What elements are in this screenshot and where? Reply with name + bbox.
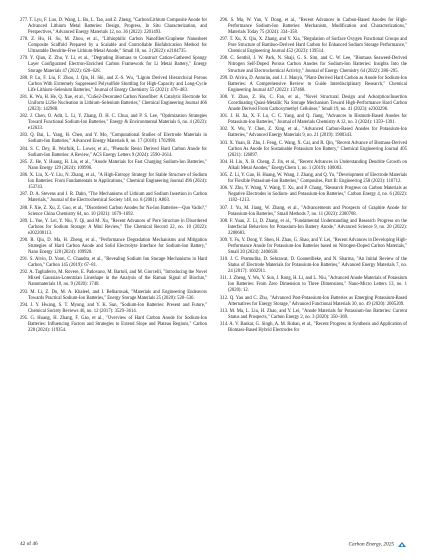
reference-entry: 295. G. Huang, H. Zhang, F. Gao, et al., "Overview of Hard Carbon Anode for Sodium-Ion Batteries: Influencing Factors and Strategies to Extend Slope and Plateau Regions," Carbon 228 (2024): 119354.	[20, 316, 207, 334]
reference-entry: 297. T. Xu, X. Qiu, X. Zhang, and Y. Xia, "Regulation of Surface Oxygen Functional Groups and Pore Structure of Bamboo-Derived Hard Carbon for Enhanced Sodium Storage Performance," Chemical Engineering Journal 452 (2023): 139514.	[220, 37, 407, 55]
reference-entry: 312. Q. Yao and C. Zhu, "Advanced Post-Potassium-Ion Batteries as Emerging Potassium-Based Alternatives for Energy Storage," Advanced Functional Materials 30, no. 49 (2020): 2005209.	[220, 295, 407, 307]
reference-entry: 281. K. Wu, H. He, Q. Xue, et al., "CuSe2-Decorated Carbon Nanofiber: A Catalytic Electrode for Uniform Li2Se Nucleation in Lithium–Selenium Batteries," Chemical Engineering Journal 466 (2023): 142988.	[20, 94, 207, 112]
reference-entry: 310. J. C. Pramudita, D. Sehrawat, D. Goonetilleke, and N. Sharma, "An Initial Review of the Status of Electrode Materials for Potassium-Ion Batteries," Advanced Energy Materials 7, no. 24 (2017): 1602911.	[220, 257, 407, 275]
reference-entry: 290. R. Qiu, D. Ma, H. Zheng, et al., "Performance Degradation Mechanisms and Mitigation Strategies of Hard Carbon Anode and Solid Electrolyte Interface for Sodium-Ion Battery," Nano Energy 128 (2024): 109920.	[20, 237, 207, 255]
reference-entry: 303. X. Yuan, B. Zhu, J. Feng, C. Wang, X. Cai, and R. Qin, "Recent Advance of Biomass-Derived Carbon As Anode for Sustainable Potassium Ion Battery," Chemical Engineering Journal 405 (2021): 126897.	[220, 140, 407, 158]
reference-entry: 309. Y. Fu, Y. Dong, Y. Shen, H. Zhao, G. Shao, and Y. Lei, "Recent Advances in Developing High-Performance Anode for Potassium-Ion Batteries based on Nitrogen-Doped Carbon Materials," Small 20 (2024): 2406630.	[220, 237, 407, 255]
reference-entry: 305. Z. Li, Y. Gao, H. Huang, W. Wang, J. Zhang, and Q. Yu, "Development of Electrode Materials for Flexible Potassium-Ion Batteries," Composites, Part B: Engineering 258 (2023): 110712.	[220, 173, 407, 185]
reference-entry: 296. S. Ma, W. Yan, Y. Dong, et al., "Recent Advances in Carbon-Based Anodes for High-Performance Sodium-Ion Batteries: Mechanism, Modification and Characterizations," Materials Today 75 (2024): 334–358.	[220, 18, 407, 36]
journal-name: Carbon Energy, 2025	[348, 541, 394, 548]
reference-entry: 284. S. C. Dey, B. Worfolk, L. Lower, et al., "Phenolic Resin Derived Hard Carbon Anode for Sodium-Ion Batteries: A Review," ACS Energy Letters 9 (2024): 2590–2614.	[20, 146, 207, 158]
references-column-left	[20, 18, 207, 335]
page-footer	[20, 541, 407, 551]
reference-entry: 314. A. V. Baskar, G. Singh, A. M. Ruban, et al., "Recent Progress in Synthesis and Application of Biomass-Based Hybrid Electrodes for	[220, 322, 407, 334]
reference-entry: 277. T. Lyu, F. Luo, D. Wang, L. Bu, L. Tao, and Z. Zheng, "Carbon/Lithium Composite Anode for Advanced Lithium Metal Batteries: Design, Progress, In Situ Characterization, and Perspectives," Advanced Energy Materials 12, no. 36 (2022): 2201493.	[20, 18, 207, 36]
references-column-right	[220, 18, 407, 335]
reference-entry: 283. Q. Bai, L. Yang, H. Chen, and Y. Mo, "Computational Studies of Electrode Materials in Sodium-Ion Batteries," Advanced Energy Materials 8, no. 17 (2018): 1702998.	[20, 133, 207, 145]
reference-entry: 286. X. Liu, X.-Y. Liu, N. Zhang, et al., "A High-Entropy Strategy for Stable Structure of Sodium Ion Batteries: From Fundamentals to Applications," Chemical Engineering Journal 496 (2024): 153743.	[20, 173, 207, 191]
reference-entry: 302. X. Wu, Y. Chen, Z. Xing, et al., "Advanced Carbon-Based Anodes for Potassium-Ion Batteries," Advanced Energy Materials 9, no. 21 (2019): 1900343.	[220, 127, 407, 139]
reference-entry: 287. D. A. Stevens and J. R. Dahn, "The Mechanisms of Lithium and Sodium Insertion in Carbon Materials," Journal of the Electrochemical Society 148, no. 8 (2001): A803.	[20, 192, 207, 204]
journal-logo-icon	[397, 541, 407, 548]
reference-entry: 279. Y. Qian, Z. Zhu, Y. Li, et al., "Degrading Biomass to Construct Cation-Gathered Spongy Layer Configurated Electron-Enriched Carbon Framework for Li Metal Battery," Energy Storage Materials 47 (2022): 620–628.	[20, 56, 207, 74]
reference-entry: 299. D. Alvira, D. Antorán, and J. J. Manyà, "Plant-Derived Hard Carbon as Anode for Sodium-Ion Batteries: A Comprehensive Review to Guide Interdisciplinary Research," Chemical Engineering Journal 447 (2022): 137468.	[220, 75, 407, 93]
reference-entry: 293. M. Li, Z. Du, M. A. Khaleel, and I. Belharouak, "Materials and Engineering Endeavors Towards Practical Sodium-Ion Batteries," Energy Storage Materials 25 (2020): 520–536.	[20, 289, 207, 301]
reference-entry: 292. A. Tagliaferro, M. Rovere, E. Padovano, M. Bartoli, and M. Giorcelli, "Introducing the Novel Mixed Gaussian-Lorentzian Lineshape in the Analysis of the Raman Signal of Biochar," Nanomaterials 10, no. 9 (2020): 1748.	[20, 270, 207, 288]
reference-entry: 289. L. Yue, Y. Lei, Y. Niu, Y. Qi, and M. Xu, "Recent Advances of Pore Structure in Disordered Carbons for Sodium Storage: A Mini Review," The Chemical Record 22, no. 10 (2022): e202200113.	[20, 218, 207, 236]
reference-entry: 313. M. Ma, L. Liu, H. Zhao, and Y. Lei, "Anode Materials for Potassium-Ion Batteries: Current Status and Prospects," Carbon Energy 2, no. 3 (2020): 350–369.	[220, 308, 407, 320]
reference-entry: 280. P. Lu, F. Liu, F. Zhou, J. Qin, H. Shi, and Z.-S. Wu, "Lignin Derived Hierarchical Porous Carbon With Extremely Suppressed Polysulfide Shuttling for High-Capacity and Long-Cycle Life Lithium–Selenium Batteries," Journal of Energy Chemistry 55 (2021): 476–483.	[20, 75, 207, 93]
reference-entry: 282. J. Chen, O. Adit, L. Li, Y. Zhang, D. H. C. Chua, and P. S. Lee, "Optimization Strategies Toward Functional Sodium-Ion Batteries," Energy & Environmental Materials 6, no. 4 (2023): e12633.	[20, 114, 207, 132]
reference-entry: 311. J. Zheng, Y. Wu, Y. Sun, J. Rong, H. Li, and L. Niu, "Advanced Anode Materials of Potassium Ion Batteries: From Zero Dimension to Three Dimensions," Nano-Micro Letters 13, no. 1 (2020): 12.	[220, 276, 407, 294]
journal-citation	[348, 541, 407, 548]
reference-entry: 307. J. Yu, M. Jiang, W. Zhang, et al., "Advancements and Prospects of Graphite Anode for Potassium-Ion Batteries," Small Methods 7, no. 11 (2023): 2300708.	[220, 205, 407, 217]
references-body	[20, 18, 407, 335]
reference-entry: 285. Z. He, Y. Huang, H. Liu, et al., "Anode Materials for Fast Charging Sodium-Ion Batteries," Nano Energy 129 (2024): 109996.	[20, 159, 207, 171]
reference-entry: 298. C. Senthil, J. W. Park, N. Shaji, G. S. Sim, and C. W. Lee, "Biomass Seaweed-Derived Nitrogen Self-Doped Porous Carbon Anodes for Sodium-Ion Batteries: Insights Into the Structure and Electrochemical Activity," Journal of Energy Chemistry 64 (2022): 286–295.	[220, 56, 407, 74]
reference-entry: 291. S. Alvin, D. Yoon, C. Chandra, et al., "Revealing Sodium Ion Storage Mechanisms in Hard Carbon," Carbon 145 (2019): 67–81.	[20, 257, 207, 269]
reference-entry: 301. J. H. Jia, X. F. Lu, C. C. Yang, and Q. Jiang, "Advances in Bismuth-Based Anodes for Potassium-Ion Batteries," Journal of Materials Chemistry A 12, no. 3 (2024): 1359–1391.	[220, 114, 407, 126]
page-number: 42 of 46	[20, 541, 38, 547]
reference-entry: 294. J. Y. Hwang, S. T. Myung, and Y. K. Sun, "Sodium-Ion Batteries: Present and Future," Chemical Society Reviews 46, no. 12 (2017): 3529–3614.	[20, 302, 207, 314]
reference-entry: 304. H. Liu, X. B. Cheng, Z. Jin, et al., "Recent Advances in Understanding Dendrite Growth on Alkali Metal Anodes," EnergyChem 1, no. 1 (2019): 100003.	[220, 159, 407, 171]
reference-entry: 278. Z. Hu, H. Su, M. Zhou, et al., "Lithiophilic Carbon Nanofiber/Graphene Nanosheet Composite Scaffold Prepared by a Scalable and Controllable Biofabrication Method for Ultrastable Dendrite-Free Lithium-Metal Anode," Small 18, no. 3 (2022): e2104735.	[20, 37, 207, 55]
reference-entry: 306. Y. Zhu, Y. Wang, Y. Wang, T. Xu, and P. Chang, "Research Progress on Carbon Materials as Negative Electrodes in Sodium- and Potassium-Ion Batteries," Carbon Energy 4, no. 6 (2022): 1182–1213.	[220, 186, 407, 204]
reference-entry: 300. Y. Zhao, Z. Hu, C. Fan, et al., "Novel Structural Design and Adsorption/Insertion Coordinating Quasi-Metallic Na Storage Mechanism Toward High-Performance Hard Carbon Anode Derived From Carboxymethyl Cellulose," Small 19, no. 41 (2023): e2303296.	[220, 94, 407, 112]
reference-entry: 308. F. Yuan, Z. Li, D. Zhang, et al., "Fundamental Understanding and Research Progress on the Interfacial Behaviors for Potassium-Ion Battery Anode," Advanced Science 9, no. 20 (2022): 2200683.	[220, 218, 407, 236]
reference-entry: 288. F. Xie, Z. Xu, Z. Guo, et al., "Disordered Carbon Anodes for Na-Ion Batteries—Quo Vadis?," Science China Chemistry 64, no. 10 (2021): 1679–1692.	[20, 205, 207, 217]
